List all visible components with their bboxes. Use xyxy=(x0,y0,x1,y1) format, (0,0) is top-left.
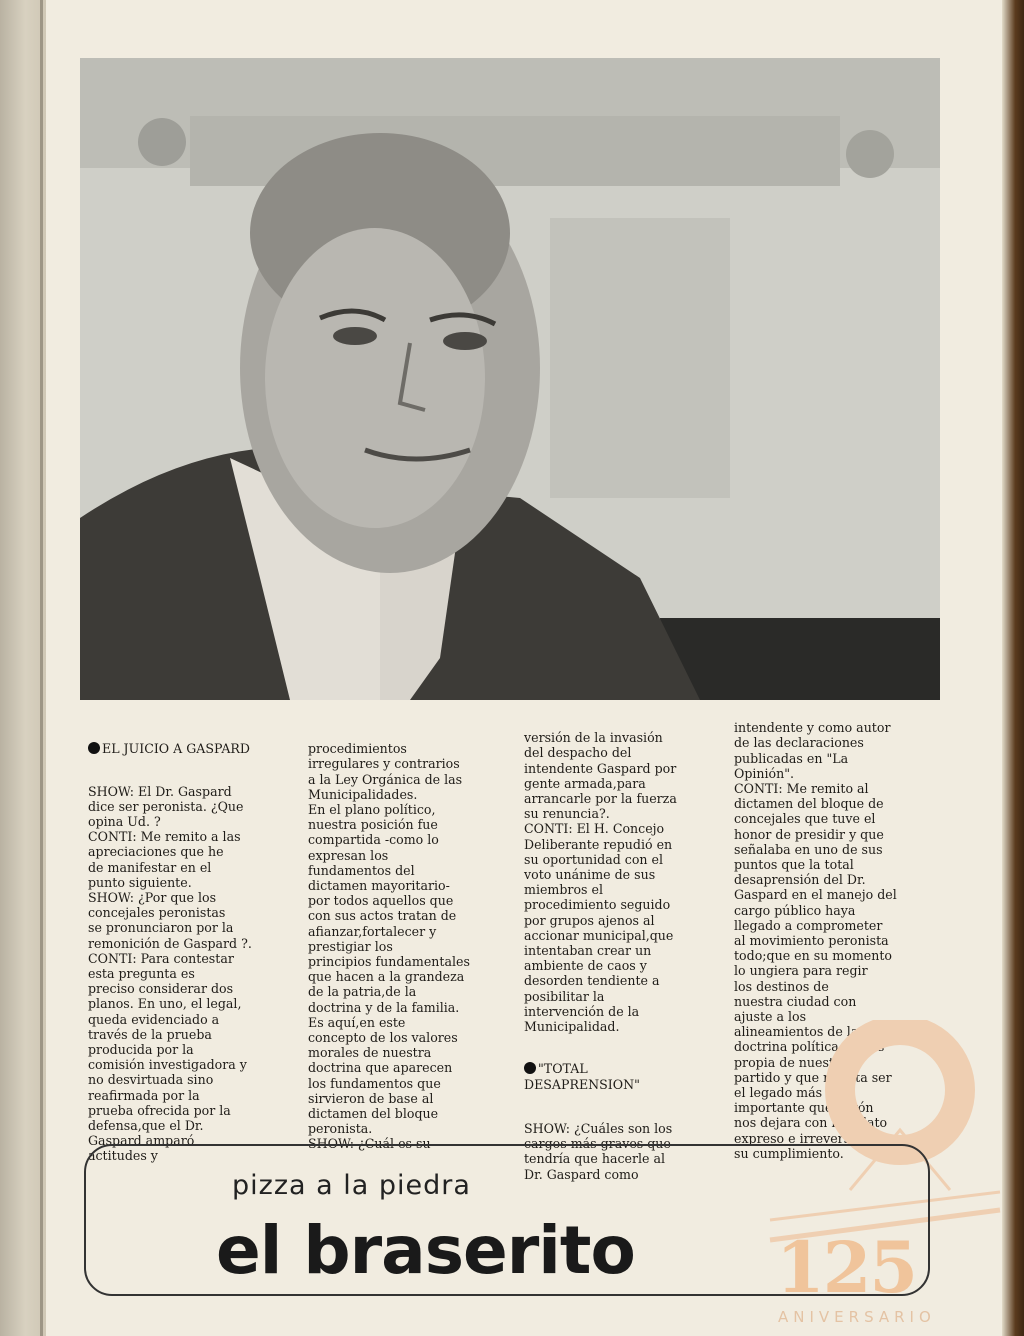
column-3-text-continued: SHOW: ¿Cuáles son los cargos más graves que tendría que hacerle al Dr. Gaspard como xyxy=(524,1121,673,1182)
portrait-photo xyxy=(80,58,940,700)
section-heading-desaprension: "TOTAL DESAPRENSION" xyxy=(524,1061,640,1092)
ad-tagline: pizza a la piedra xyxy=(232,1170,471,1201)
article-column-1 xyxy=(88,726,298,1179)
bullet-icon xyxy=(88,742,100,754)
article-column-2 xyxy=(308,726,514,1167)
spine-fold xyxy=(40,0,43,1336)
column-2-text: procedimientos irregulares y contrarios a la Ley Orgánica de las Municipalidades. En el plano político, nuestra posición fue compartida -como lo expresan los fundamentos del dictamen mayoritario- por todos aquellos que con sus actos tratan de afianzar,fortalecer y prestigiar los principios fundamentales que hacen a la grandeza de la patria,de la doctrina y de la familia. Es aquí,en este concepto de los valores morales de nuestra doctrina que aparecen los fundamentos que sirvieron de base al dictamen del bloque peronista. SHOW: ¿Cuál es su xyxy=(308,741,470,1152)
anniversary-word: ANIVERSARIO xyxy=(778,1308,936,1326)
section-heading-juicio: EL JUICIO A GASPARD xyxy=(102,741,251,757)
ad-brand-name: el braserito xyxy=(216,1212,635,1289)
column-3-text: versión de la invasión del despacho del intendente Gaspard por gente armada,para arrancarle por la fuerza su renuncia?. CONTI: El H. Concejo Deliberante repudió en su oportunidad con el voto unánime de sus miembros el procedimiento seguido por grupos ajenos al accionar municipal,que intentaban crear un ambiente de caos y desorden tendiente a posibilitar la intervención de la Municipalidad. xyxy=(524,730,677,1035)
column-4-text: intendente y como autor de las declaraciones publicadas en "La Opinión". CONTI: Me remito al dictamen del bloque de concejales que tuve el honor de presidir y que señalaba en uno de sus puntos que la total desaprensión del Dr. Gaspard en el manejo del cargo público haya llegado a comprometer al movimiento peronista todo;que en su momento lo ungiera para regir los destinos de nuestra ciudad con ajuste a los alineamientos de la doctrina política que es propia de nuestro partido y que resulta ser el legado más importante que Perón nos dejara con mandato expreso e irreversible de su cumplimiento. xyxy=(734,720,897,1161)
anniversary-number: 125 xyxy=(776,1226,917,1309)
bullet-icon xyxy=(524,1062,536,1074)
column-1-text: SHOW: El Dr. Gaspard dice ser peronista. ¿Que opina Ud. ? CONTI: Me remito a las apreciaciones que he de manifestar en el punto siguiente. SHOW: ¿Por que los concejales peronistas se pronunciaron por la remonición de Gaspard ?. CONTI: Para contestar esta pregunta es preciso considerar dos planos. En uno, el legal, queda evidenciado a través de la prueba producida por la comisión investigadora y no desvirtuada sino reafirmada por la prueba ofrecida por la defensa,que el Dr. Gaspard amparó actitudes y xyxy=(88,783,252,1164)
article-column-3 xyxy=(524,715,728,1197)
